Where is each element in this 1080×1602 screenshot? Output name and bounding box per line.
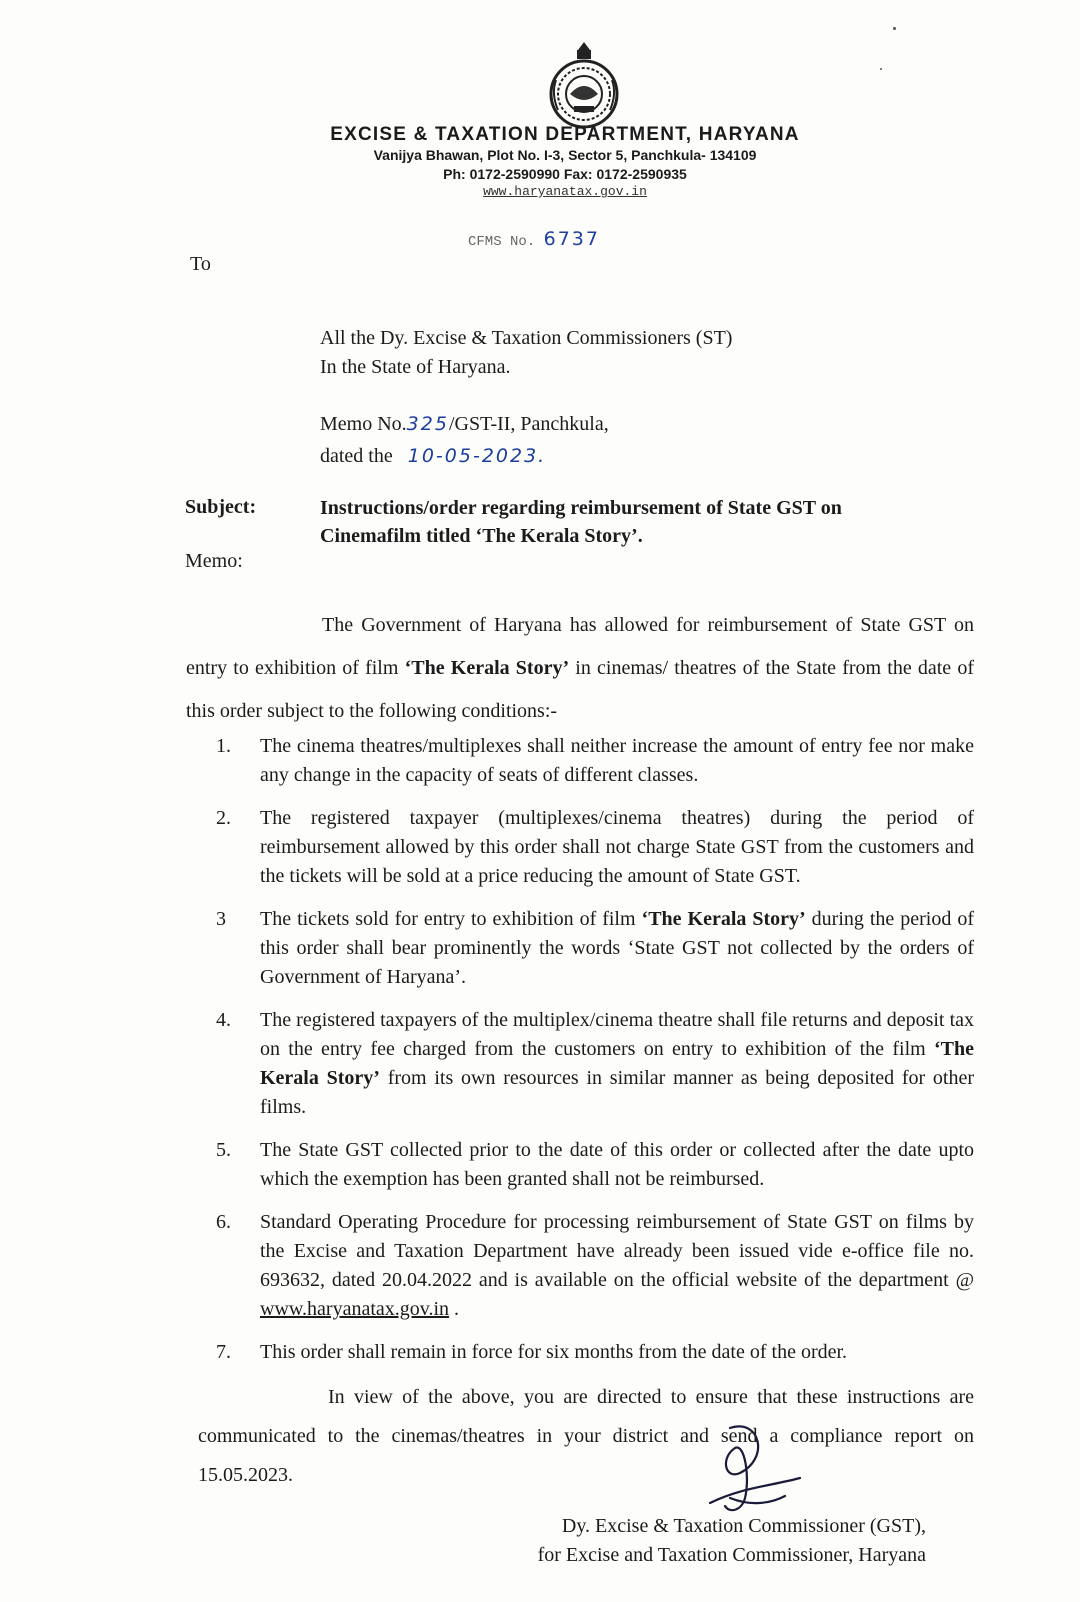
signatory-block xyxy=(506,1512,926,1570)
dated-label: dated the xyxy=(320,445,393,467)
cfms-label: CFMS No. xyxy=(468,234,536,250)
condition-item xyxy=(216,804,974,891)
cfms-number xyxy=(468,228,600,250)
condition-number: 4. xyxy=(216,1009,231,1031)
subject-text xyxy=(320,494,940,550)
department-name: EXCISE & TAXATION DEPARTMENT, HARYANA xyxy=(330,124,800,145)
condition-text-after: . xyxy=(449,1298,460,1320)
subject-label: Subject: xyxy=(185,496,257,518)
paper-speck xyxy=(893,27,896,30)
haryana-emblem-icon xyxy=(546,40,622,132)
intro-text-after: in cinemas/ theatres of the State from the date of this order subject to the following conditions:- xyxy=(186,657,975,722)
condition-film-title: ‘The Kerala Story’ xyxy=(260,1038,974,1089)
memo-prefix: Memo No. xyxy=(320,413,407,435)
condition-number: 7. xyxy=(216,1341,231,1363)
condition-item xyxy=(216,1006,974,1122)
condition-film-title: ‘The Kerala Story’ xyxy=(641,908,806,930)
condition-text-before: The tickets sold for entry to exhibition of film xyxy=(260,908,642,930)
memo-reference xyxy=(320,408,609,472)
intro-paragraph xyxy=(186,604,974,733)
condition-text-before: Standard Operating Procedure for processing reimbursement of State GST on films by the Excise and Taxation Department have already been issued vide e-office file no. 693632, dated 20.04.2022 and is available on the official website of the department @ xyxy=(260,1211,974,1291)
department-phone-fax: Ph: 0172-2590990 Fax: 0172-2590935 xyxy=(443,166,687,182)
paper-speck xyxy=(880,68,882,70)
subject-line-1: Instructions/order regarding reimbursement of State GST on xyxy=(320,497,842,519)
department-website-link[interactable]: www.haryanatax.gov.in xyxy=(260,1298,450,1320)
memo-handwritten-number: 325 xyxy=(406,413,449,435)
condition-text: The State GST collected prior to the date of this order or collected after the date upto which the exemption has been granted shall not be reimbursed. xyxy=(260,1139,974,1190)
department-address: Vanijya Bhawan, Plot No. I-3, Sector 5, Panchkula- 134109 xyxy=(373,147,757,163)
signatory-on-behalf: for Excise and Taxation Commissioner, Haryana xyxy=(537,1544,926,1566)
recipient-line-2: In the State of Haryana. xyxy=(320,356,511,378)
condition-item xyxy=(216,1338,974,1367)
condition-text-after: from its own resources in similar manner as being deposited for other films. xyxy=(260,1067,975,1118)
recipient-address xyxy=(320,324,732,382)
condition-item xyxy=(216,1208,974,1324)
intro-text-before: The Government of Haryana has allowed for reimbursement of State GST on entry to exhibition of film xyxy=(186,614,974,679)
cfms-handwritten-number: 6737 xyxy=(543,228,600,250)
memo-handwritten-date: 10-05-2023. xyxy=(407,445,547,467)
closing-paragraph: In view of the above, you are directed to ensure that these instructions are communicated to the cinemas/theatres in your district and send a compliance report on 15.05.2023. xyxy=(198,1386,974,1486)
department-website: www.haryanatax.gov.in xyxy=(483,184,647,199)
condition-text: The cinema theatres/multiplexes shall neither increase the amount of entry fee nor make any change in the capacity of seats of different classes. xyxy=(260,735,974,786)
conditions-list xyxy=(216,732,974,1381)
condition-number: 5. xyxy=(216,1139,231,1161)
memo-suffix: /GST-II, Panchkula, xyxy=(448,413,609,435)
condition-text: The registered taxpayer (multiplexes/cinema theatres) during the period of reimbursement allowed by this order shall not charge State GST from the customers and the tickets will be sold at a price reducing the amount of State GST. xyxy=(260,807,974,887)
condition-number: 6. xyxy=(216,1211,231,1233)
condition-item xyxy=(216,905,974,992)
condition-text-before: The registered taxpayers of the multiplex/cinema theatre shall file returns and deposit tax on the entry fee charged from the customers on entry to exhibition of the film xyxy=(260,1009,974,1060)
signatory-designation: Dy. Excise & Taxation Commissioner (GST), xyxy=(561,1515,926,1537)
intro-film-title: ‘The Kerala Story’ xyxy=(404,657,570,679)
memo-label: Memo: xyxy=(185,550,243,572)
condition-number: 2. xyxy=(216,807,231,829)
condition-text-after: during the period of this order shall bear prominently the words ‘State GST not collected by the orders of Government of Haryana’. xyxy=(260,908,975,988)
letterhead xyxy=(240,124,860,199)
recipient-line-1: All the Dy. Excise & Taxation Commissioners (ST) xyxy=(320,327,733,349)
subject-line-2: Cinemafilm titled ‘The Kerala Story’. xyxy=(320,525,643,547)
condition-item xyxy=(216,732,974,790)
condition-number: 1. xyxy=(216,735,231,757)
condition-number: 3 xyxy=(216,908,226,930)
condition-text: This order shall remain in force for six months from the date of the order. xyxy=(260,1341,848,1363)
condition-item xyxy=(216,1136,974,1194)
to-label: To xyxy=(190,253,211,275)
